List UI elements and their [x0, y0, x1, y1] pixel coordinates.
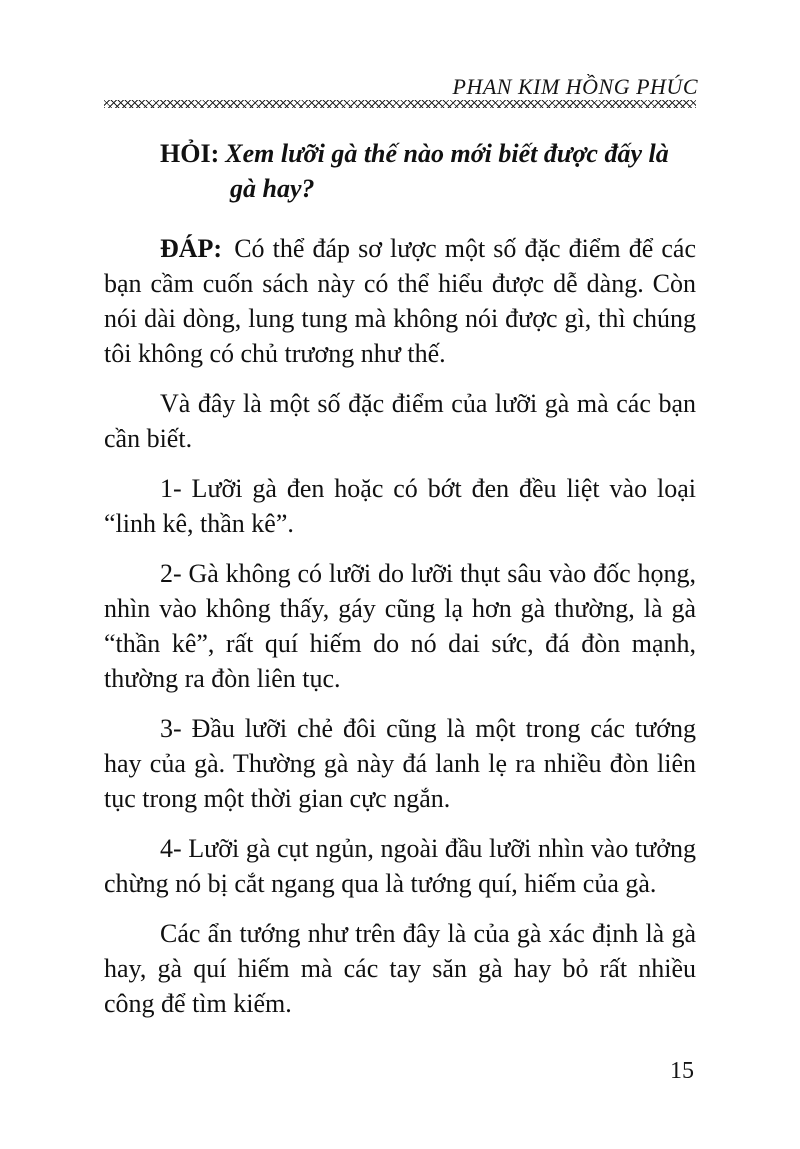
header-ornament-divider [104, 100, 696, 108]
question-text: Xem lưỡi gà thế nào mới biết được đấy là gà hay? [225, 139, 669, 203]
paragraph-point-2: 2- Gà không có lưỡi do lưỡi thụt sâu vào đốc họng, nhìn vào không thấy, gáy cũng lạ hơn gà thường, là gà “thần kê”, rất quí hiếm do nó dai sức, đá đòn mạnh, thường ra đòn liên tục. [104, 559, 696, 693]
paragraph-point-1: 1- Lưỡi gà đen hoặc có bớt đen đều liệt vào loại “linh kê, thần kê”. [104, 474, 696, 538]
paragraph-point-4: 4- Lưỡi gà cụt ngủn, ngoài đầu lưỡi nhìn vào tưởng chừng nó bị cắt ngang qua là tướng quí, hiếm của gà. [104, 834, 696, 898]
paragraph-conclusion: Các ẩn tướng như trên đây là của gà xác định là gà hay, gà quí hiếm mà các tay săn gà hay bỏ rất nhiều công để tìm kiếm. [104, 919, 696, 1018]
running-header-author: PHAN KIM HỒNG PHÚC [452, 74, 698, 99]
paragraph-point-3: 3- Đầu lưỡi chẻ đôi cũng là một trong các tướng hay của gà. Thường gà này đá lanh lẹ ra nhiều đòn liên tục trong một thời gian cực ngắn. [104, 714, 696, 813]
paragraph-intro-features: Và đây là một số đặc điểm của lưỡi gà mà các bạn cần biết. [104, 389, 696, 453]
answer-label: ĐÁP: [160, 234, 223, 263]
question-label: HỎI: [160, 139, 220, 168]
answer-intro-text: Có thể đáp sơ lược một số đặc điểm để các bạn cầm cuốn sách này có thể hiểu được dễ dàng. Còn nói dài dòng, lung tung mà không nói được gì, thì chúng tôi không có chủ trương như thế. [104, 234, 696, 368]
question-heading [104, 136, 696, 206]
answer-paragraph [104, 231, 696, 371]
page-body [104, 136, 696, 1036]
page-number: 15 [670, 1058, 694, 1084]
